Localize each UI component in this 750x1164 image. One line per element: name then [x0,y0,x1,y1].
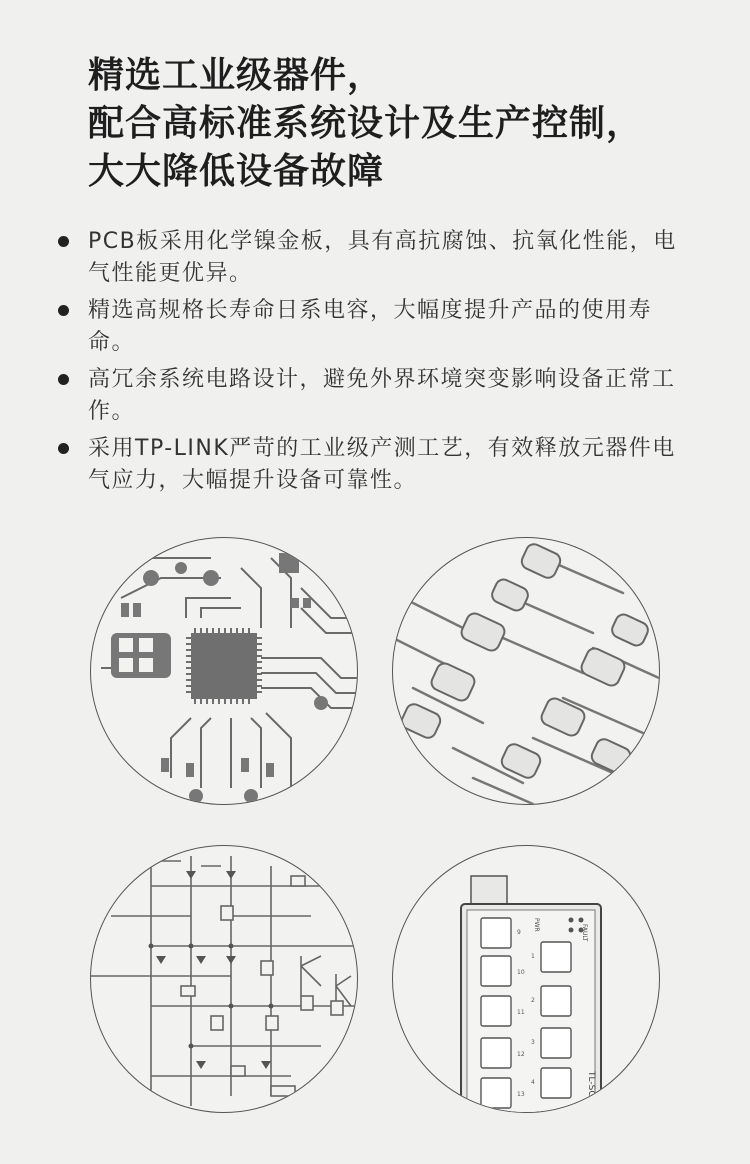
port-number: 4 [531,1079,535,1086]
schematic-icon [91,846,357,1112]
headline-line-2: 配合高标准系统设计及生产控制， [88,103,644,144]
capacitors-image [392,537,660,805]
pwr-label: PWR [533,918,540,932]
switch-device-icon [393,846,659,1112]
port-number: 2 [531,997,535,1004]
bullet-dot-icon [58,305,69,316]
feature-item [58,433,678,497]
port-number: 9 [517,929,521,936]
port-number: 13 [517,1091,525,1098]
feature-item [58,364,678,428]
schematic-image [90,845,358,1113]
headline-line-1: 精选工业级器件， [88,55,385,96]
headline [88,52,643,196]
headline-line-3: 大大降低设备故障 [88,151,385,192]
switch-device-image [392,845,660,1113]
feature-text: 精选高规格长寿命日系电容，大幅度提升产品的使用寿命。 [88,298,653,355]
capacitor-icon [393,538,659,804]
port-number: 11 [517,1009,525,1016]
pcb-chip-icon [91,538,357,804]
port-number: 10 [517,969,525,976]
feature-text: 高冗余系统电路设计，避免外界环境突变影响设备正常工作。 [88,367,676,424]
feature-list [58,226,678,502]
port-number: 3 [531,1039,535,1046]
pcb-chip-image [90,537,358,805]
bullet-dot-icon [58,443,69,454]
feature-item [58,226,678,290]
model-label: TL-SG22 [586,1071,596,1109]
port-number: 1 [531,953,535,960]
feature-item [58,295,678,359]
bullet-dot-icon [58,374,69,385]
fault-label: FAULT [581,924,588,942]
feature-text: PCB板采用化学镍金板，具有高抗腐蚀、抗氧化性能，电气性能更优异。 [88,229,677,286]
bullet-dot-icon [58,236,69,247]
port-number: 12 [517,1051,525,1058]
feature-text: 采用TP-LINK严苛的工业级产测工艺，有效释放元器件电气应力，大幅提升设备可靠性。 [88,436,676,493]
